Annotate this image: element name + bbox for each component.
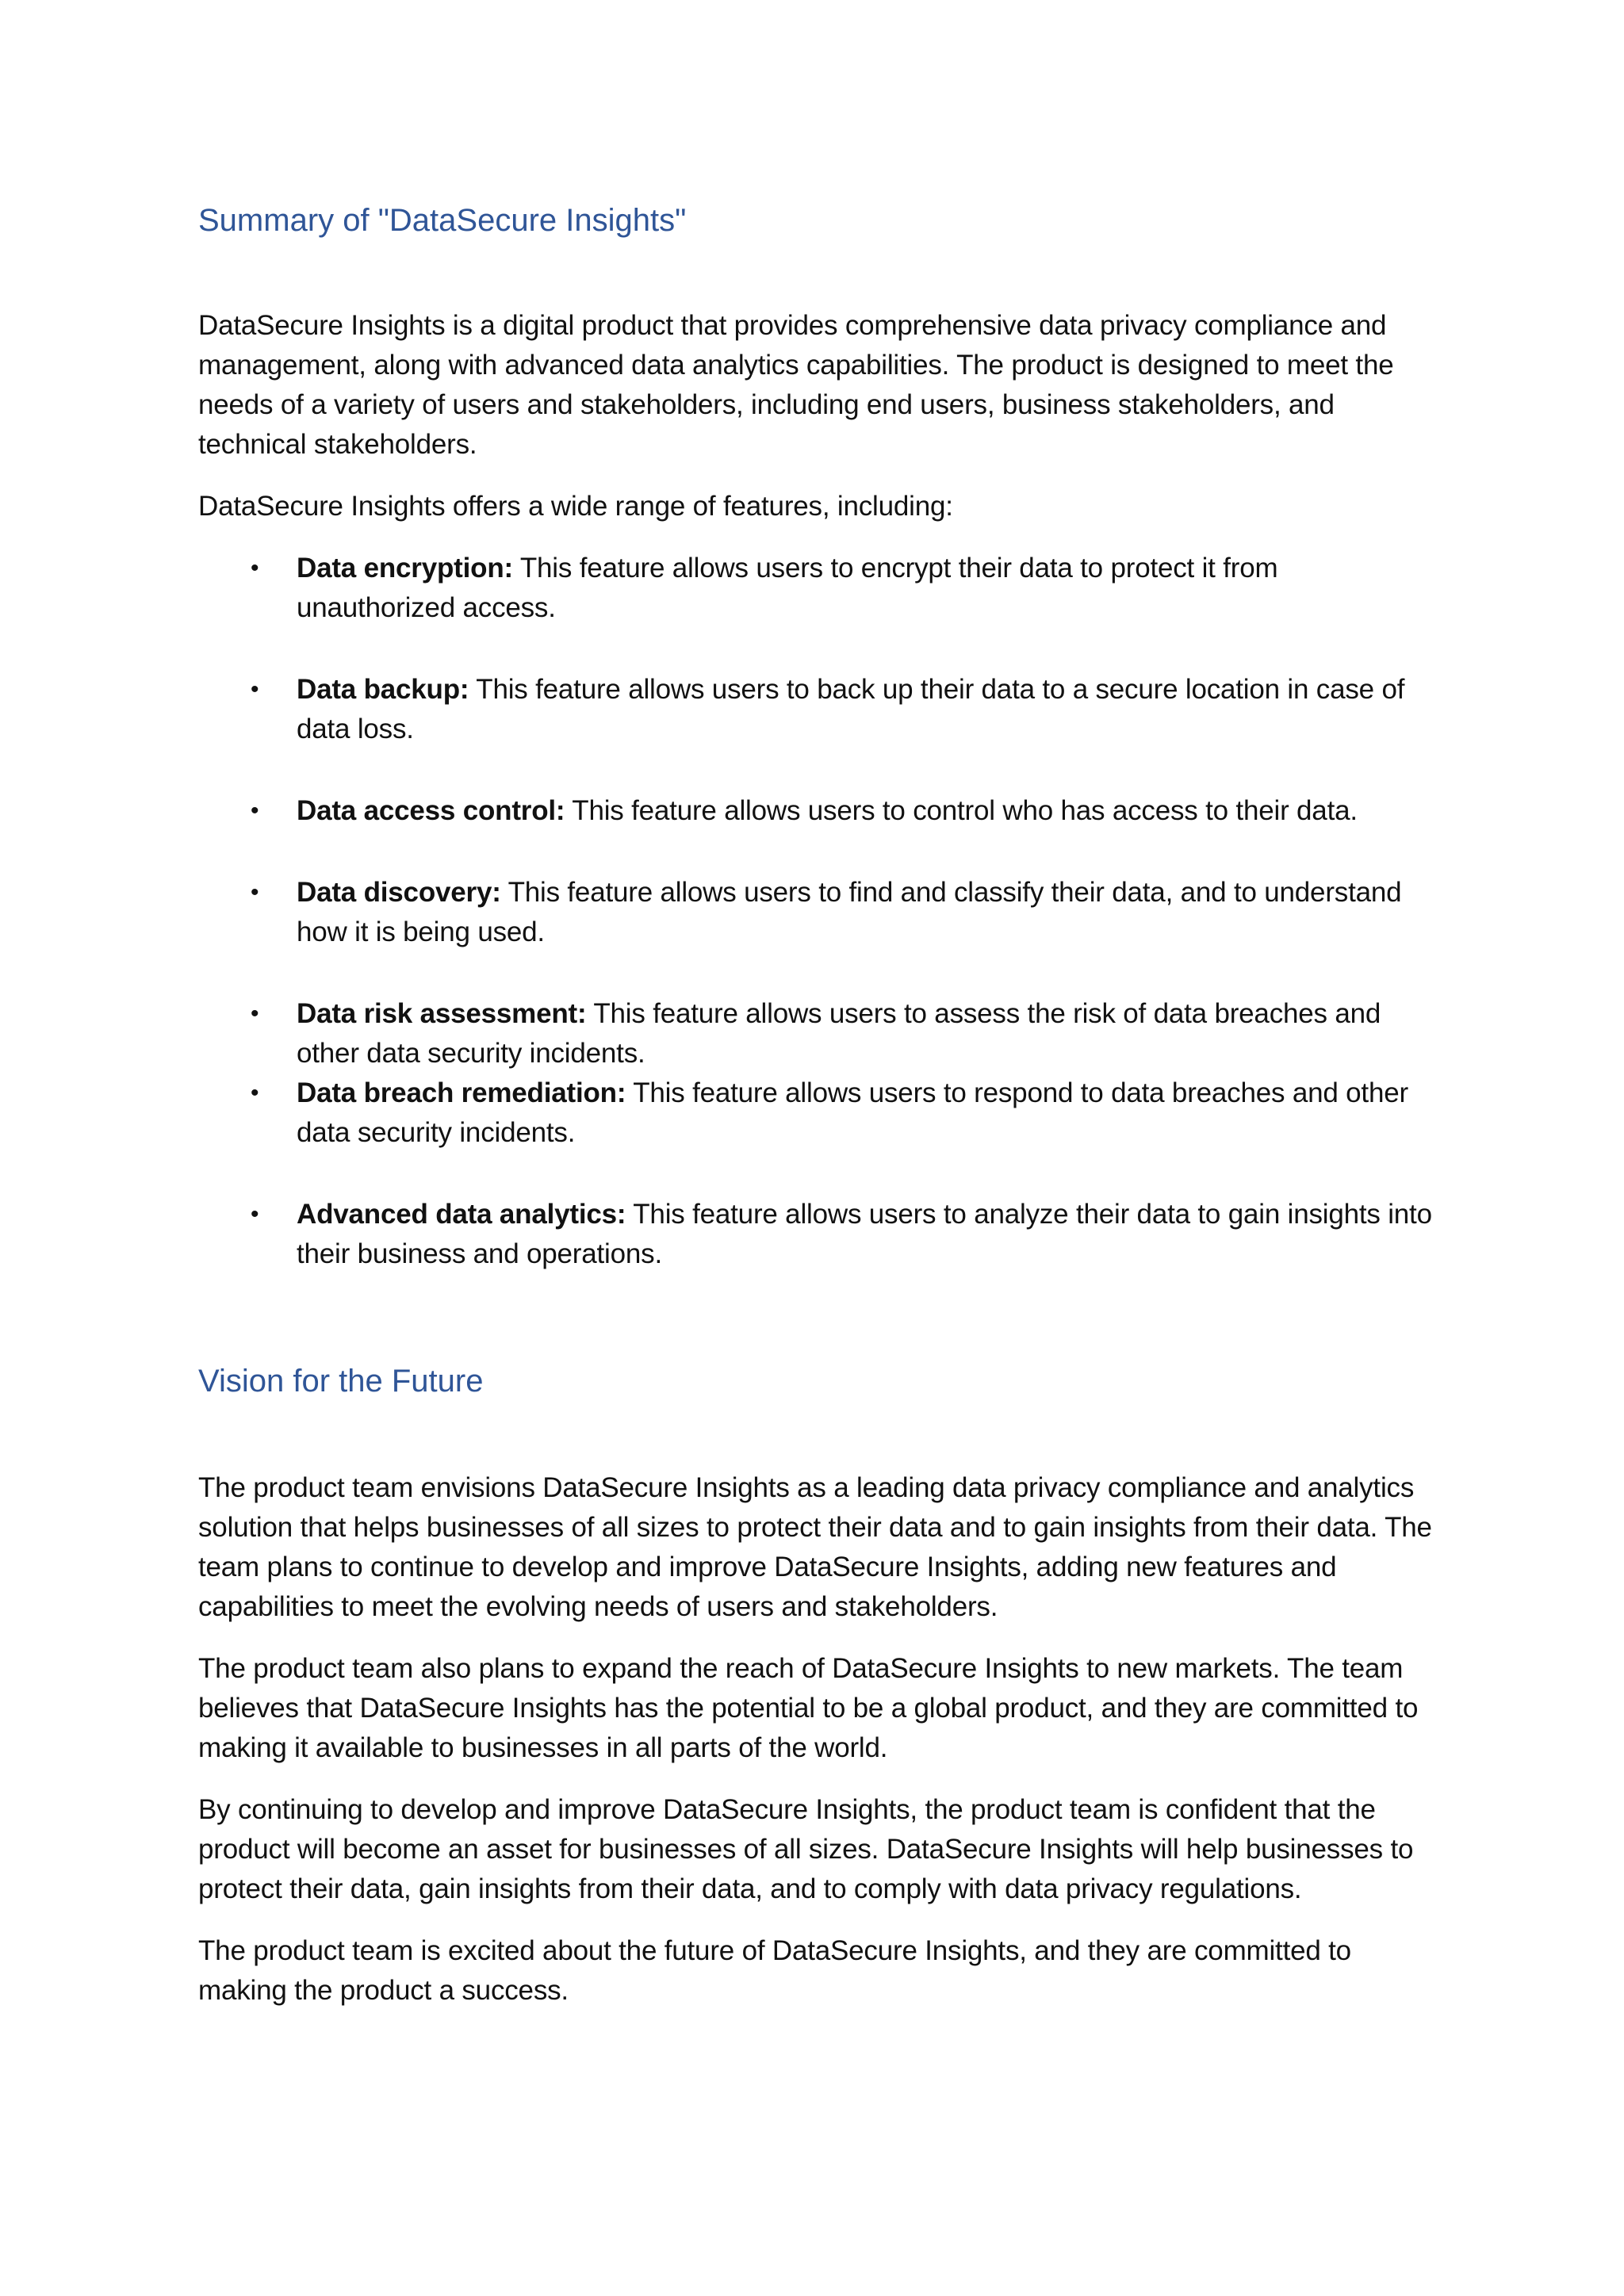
bullet-icon: •: [251, 555, 259, 581]
vision-paragraph: The product team also plans to expand the reach of DataSecure Insights to new markets. The team believes that DataSecure Insights has the potential to be a global product, and they are committed to making it available to businesses in all parts of the world.: [198, 1653, 1419, 1763]
feature-description: This feature allows users to control who has access to their data.: [565, 795, 1358, 826]
list-item: [198, 670, 1435, 749]
feature-title: Data encryption:: [297, 553, 513, 584]
bullet-icon: •: [251, 879, 259, 905]
feature-title: Data backup:: [297, 674, 469, 705]
feature-title: Data discovery:: [297, 877, 501, 908]
feature-description: This feature allows users to back up their data to a secure location in case of data loss.: [297, 674, 1405, 744]
list-item: [198, 791, 1435, 831]
list-item: [198, 873, 1435, 952]
features-intro-paragraph: DataSecure Insights offers a wide range of features, including:: [198, 491, 953, 522]
bullet-icon: •: [251, 1201, 259, 1227]
bullet-icon: •: [251, 676, 259, 702]
feature-description: This feature allows users to assess the risk of data breaches and other data security incidents.: [297, 998, 1381, 1069]
feature-title: Data risk assessment:: [297, 998, 587, 1029]
feature-title: Advanced data analytics:: [297, 1199, 626, 1230]
list-item: [198, 549, 1435, 628]
list-item: [198, 1195, 1435, 1274]
bullet-icon: •: [251, 1080, 259, 1106]
vision-paragraph: The product team envisions DataSecure Insights as a leading data privacy compliance and analytics solution that helps businesses of all sizes to protect their data and to gain insights from their data. The team plans to continue to develop and improve DataSecure Insights, adding new features and capabilities to meet the evolving needs of users and stakeholders.: [198, 1472, 1432, 1622]
feature-description: This feature allows users to encrypt their data to protect it from unauthorized access.: [297, 553, 1278, 623]
list-item: [198, 994, 1435, 1073]
list-item: [198, 1073, 1435, 1153]
feature-description: This feature allows users to respond to data breaches and other data security incidents.: [297, 1077, 1408, 1148]
section-heading-summary: Summary of "DataSecure Insights": [198, 203, 687, 238]
feature-description: This feature allows users to analyze their data to gain insights into their business and operations.: [297, 1199, 1432, 1269]
bullet-icon: •: [251, 798, 259, 824]
feature-title: Data access control:: [297, 795, 565, 826]
vision-paragraph: By continuing to develop and improve DataSecure Insights, the product team is confident that the product will become an asset for businesses of all sizes. DataSecure Insights will help businesses to protect their data, gain insights from their data, and to comply with data privacy regulations.: [198, 1794, 1414, 1904]
feature-title: Data breach remediation:: [297, 1077, 626, 1108]
feature-list: [198, 549, 1435, 1274]
section-heading-vision: Vision for the Future: [198, 1364, 484, 1399]
summary-paragraph: DataSecure Insights is a digital product that provides comprehensive data privacy compliance and management, along with advanced data analytics capabilities. The product is designed to meet the needs of a variety of users and stakeholders, including end users, business stakeholders, and technical stakeholders.: [198, 310, 1394, 460]
bullet-icon: •: [251, 1001, 259, 1027]
feature-description: This feature allows users to find and classify their data, and to understand how it is being used.: [297, 877, 1402, 947]
vision-paragraph: The product team is excited about the future of DataSecure Insights, and they are committed to making the product a success.: [198, 1935, 1351, 2006]
